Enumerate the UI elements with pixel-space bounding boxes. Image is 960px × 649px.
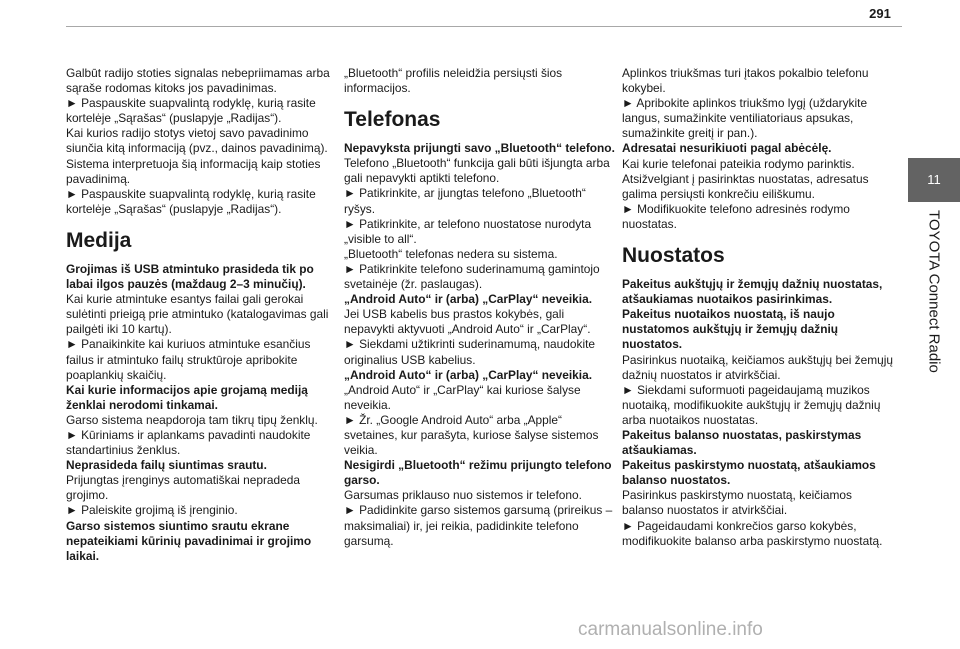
column-middle (344, 66, 616, 549)
instruction: ► Modifikuokite telefono adresinės rodymo nuostatas. (622, 201, 850, 231)
problem-statement: „Android Auto“ ir (arba) „CarPlay“ neveikia. (344, 367, 592, 382)
paragraph: Pasirinkus paskirstymo nuostatą, keičiamos balanso nuostatos ir atvirkščiai. (622, 488, 852, 518)
paragraph: „Bluetooth“ profilis neleidžia persiųsti šios informacijos. (344, 66, 563, 96)
instruction: ► Panaikinkite kai kuriuos atmintuke esančius failus ir atmintuko failų struktūroje apribokite poaplankių skaičių. (66, 337, 311, 382)
watermark: carmanualsonline.info (578, 619, 763, 640)
instruction: ► Kūriniams ir aplankams pavadinti naudokite standartinius ženklus. (66, 427, 311, 458)
problem-statement: Pakeitus aukštųjų ir žemųjų dažnių nuostatas, atšaukiamas nuotaikos pasirinkimas. (622, 277, 883, 307)
paragraph: Kai kurie telefonai pateikia rodymo parinktis. Atsižvelgiant į pasirinktas nuostatas, adresatus galima persiųsti konkrečiu eiliškumu. (622, 156, 869, 201)
problem-statement: Adresatai nesurikiuoti pagal abėcėlę. (622, 141, 832, 156)
instruction: ► Apribokite aplinkos triukšmo lygį (uždarykite langus, sumažinkite ventiliatoriaus apsukas, sumažinkite greitį ir pan.). (622, 96, 868, 141)
instruction: ► Paspauskite suapvalintą rodyklę, kurią rasite kortelėje „Sąrašas“ (puslapyje „Radijas“). (66, 186, 316, 216)
chapter-title: TOYOTA Connect Radio (925, 210, 943, 373)
paragraph: „Bluetooth“ telefonas nedera su sistema. (344, 246, 558, 261)
paragraph: Kai kurios radijo stotys vietoj savo pavadinimo siunčia kitą informaciją (pvz., dainos pavadinimą). (66, 126, 328, 156)
instruction: ► Siekdami suformuoti pageidaujamą muzikos nuotaiką, modifikuokite aukštųjų ir žemųjų dažnių arba nuotaikos nuostatas. (622, 382, 881, 427)
problem-statement: Garso sistemos siuntimo srautu ekrane nepateikiami kūrinių pavadinimai ir grojimo laikai. (66, 518, 312, 563)
page-number: 291 (869, 6, 891, 21)
paragraph: „Android Auto“ ir „CarPlay“ kai kuriose šalyse neveikia. (344, 382, 581, 412)
instruction: ► Patikrinkite telefono suderinamumą gamintojo svetainėje (žr. paslaugas). (344, 261, 600, 292)
instruction: ► Patikrinkite, ar įjungtas telefono „Bluetooth“ ryšys. (344, 186, 586, 216)
instruction: ► Pageidaudami konkrečios garso kokybės, modifikuokite balanso arba paskirstymo nuostatą. (622, 518, 883, 548)
problem-statement: Pakeitus nuotaikos nuostatą, iš naujo nustatomos aukštųjų ir žemųjų dažnių nuostatos. (622, 307, 839, 352)
column-right (622, 66, 894, 549)
paragraph: Aplinkos triukšmas turi įtakos pokalbio telefonu kokybei. (622, 66, 869, 96)
paragraph: Garso sistema neapdoroja tam tikrų tipų ženklų. (66, 412, 318, 427)
problem-statement: Pakeitus balanso nuostatas, paskirstymas atšaukiamas. (622, 427, 862, 458)
instruction: ► Siekdami užtikrinti suderinamumą, naudokite originalius USB kabelius. (344, 337, 596, 367)
instruction: ► Padidinkite garso sistemos garsumą (prireikus – maksimaliai) ir, jei reikia, padidinkite telefono garsumą. (344, 503, 613, 548)
problem-statement: Nesigirdi „Bluetooth“ režimu prijungto telefono garso. (344, 458, 612, 488)
paragraph: Telefono „Bluetooth“ funkcija gali būti išjungta arba gali nepavykti aptikti telefono. (344, 156, 610, 186)
paragraph: Sistema interpretuoja šią informaciją kaip stoties pavadinimą. (66, 156, 321, 186)
header-divider (66, 26, 902, 27)
chapter-title-container (908, 196, 960, 446)
problem-statement: „Android Auto“ ir (arba) „CarPlay“ neveikia. (344, 292, 592, 307)
instruction: ► Patikrinkite, ar telefono nuostatose nurodyta „visible to all“. (344, 216, 592, 246)
paragraph: Galbūt radijo stoties signalas nebepriimamas arba sąraše rodomas kitoks jos pavadinimas. (66, 66, 330, 96)
instruction: ► Paleiskite grojimą iš įrenginio. (66, 503, 238, 518)
paragraph: Pasirinkus nuotaiką, keičiamos aukštųjų bei žemųjų dažnių nuostatos ir atvirkščiai. (622, 352, 893, 382)
instruction: ► Paspauskite suapvalintą rodyklę, kurią rasite kortelėje „Sąrašas“ (puslapyje „Radijas“). (66, 96, 316, 126)
problem-statement: Neprasideda failų siuntimas srautu. (66, 458, 267, 473)
column-left (66, 66, 338, 564)
problem-statement: Nepavyksta prijungti savo „Bluetooth“ telefono. (344, 141, 615, 156)
problem-statement: Kai kurie informacijos apie grojamą mediją ženklai nerodomi tinkamai. (66, 382, 308, 412)
problem-statement: Grojimas iš USB atmintuko prasideda tik po labai ilgos pauzės (maždaug 2–3 minučių). (66, 261, 314, 292)
section-heading-phone: Telefonas (344, 108, 441, 132)
section-heading-media: Medija (66, 228, 132, 252)
paragraph: Jei USB kabelis bus prastos kokybės, gali nepavykti aktyvuoti „Android Auto“ ir „CarPlay“. (344, 307, 591, 337)
paragraph: Prijungtas įrenginys automatiškai nepradeda grojimo. (66, 473, 300, 503)
chapter-tab: 11 (908, 158, 960, 202)
paragraph: Garsumas priklauso nuo sistemos ir telefono. (344, 488, 582, 503)
paragraph: Kai kurie atmintuke esantys failai gali gerokai sulėtinti prieigą prie atmintuko (katalogavimas gali pailgėti iki 10 kartų). (66, 292, 329, 337)
section-heading-settings: Nuostatos (622, 244, 725, 268)
problem-statement: Pakeitus paskirstymo nuostatą, atšaukiamos balanso nuostatos. (622, 458, 876, 488)
instruction: ► Žr. „Google Android Auto“ arba „Apple“ svetaines, kur parašyta, kuriose šalyse sistemos veikia. (344, 412, 599, 458)
